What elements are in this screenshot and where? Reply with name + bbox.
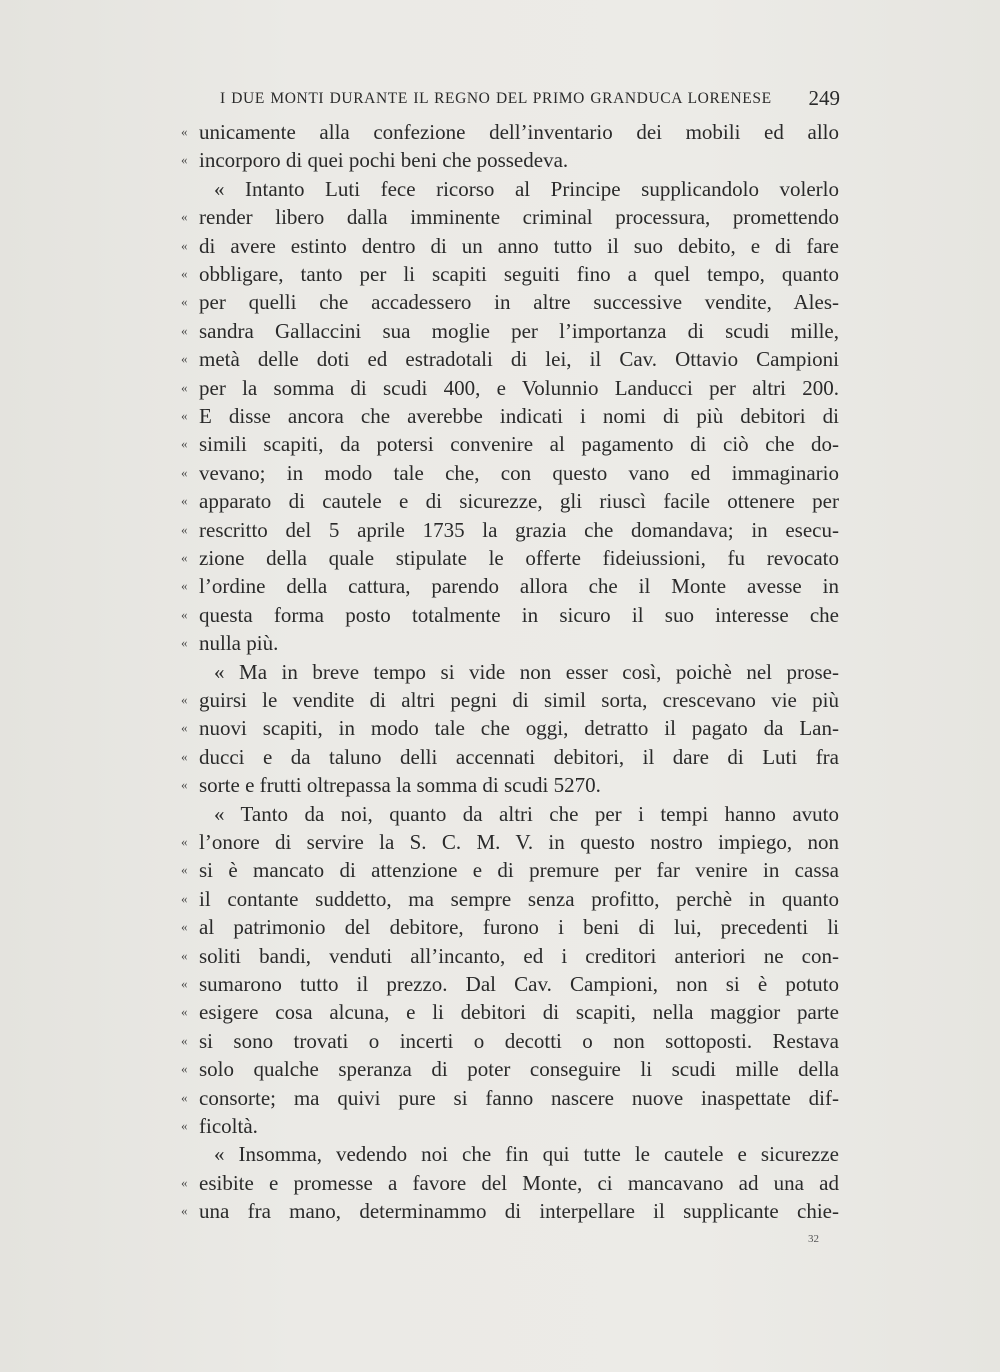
quote-mark: « xyxy=(181,976,188,991)
line-text: l’onore di servire la S. C. M. V. in questo nostro impiego, non xyxy=(199,830,839,854)
quote-mark: « xyxy=(181,777,188,793)
text-line xyxy=(0,942,1000,970)
text-line xyxy=(0,714,1000,742)
line-text: rescritto del 5 aprile 1735 la grazia che domandava; in esecu- xyxy=(199,517,839,542)
line-text: ficoltà. xyxy=(199,1114,258,1138)
text-line xyxy=(0,487,1000,515)
quote-mark: « xyxy=(181,1203,188,1219)
quote-mark: « xyxy=(181,1174,188,1190)
line-text: consorte; ma quivi pure si fanno nascere nuove inaspettate dif- xyxy=(199,1085,839,1110)
printer-signature-mark: 32 xyxy=(808,1233,819,1245)
line-text: simili scapiti, da potersi convenire al pagamento di ciò che do- xyxy=(199,432,839,457)
quote-mark: « xyxy=(181,379,188,395)
quote-mark: « xyxy=(181,521,188,537)
quote-mark: « xyxy=(181,124,188,139)
text-line xyxy=(0,459,1000,487)
quote-mark: « xyxy=(181,692,188,707)
quote-mark: « xyxy=(181,550,188,565)
line-text: una fra mano, determinammo di interpellare il supplicante chie- xyxy=(199,1199,839,1224)
quote-mark: « xyxy=(181,635,188,651)
line-text: per quelli che accadessero in altre successive vendite, Ales- xyxy=(199,290,839,315)
line-text: « Intanto Luti fece ricorso al Principe supplicandolo volerlo xyxy=(214,176,839,201)
text-line xyxy=(0,998,1000,1026)
quote-mark: « xyxy=(181,493,188,509)
line-text: esibite e promesse a favore del Monte, ci mancavano ad una ad xyxy=(199,1170,839,1195)
line-text: il contante suddetto, ma sempre senza profitto, perchè in quanto xyxy=(199,886,839,911)
line-text: solo qualche speranza di poter conseguire li scudi mille della xyxy=(199,1057,839,1082)
text-line xyxy=(0,686,1000,714)
text-line xyxy=(0,1169,1000,1197)
text-line xyxy=(0,856,1000,884)
quote-mark: « xyxy=(181,720,188,736)
line-text: incorporo di quei pochi beni che possedeva. xyxy=(199,148,569,173)
quote-mark: « xyxy=(181,351,188,367)
text-line xyxy=(0,175,1000,203)
running-header xyxy=(220,88,840,114)
text-line xyxy=(0,771,1000,799)
text-line xyxy=(0,544,1000,572)
quote-mark: « xyxy=(181,152,188,168)
line-text: soliti bandi, venduti all’incanto, ed i creditori anteriori ne con- xyxy=(199,943,839,968)
text-line xyxy=(0,203,1000,231)
quote-mark: « xyxy=(181,209,188,225)
quote-mark: « xyxy=(181,919,188,935)
text-line xyxy=(0,1112,1000,1140)
line-text: si sono trovati o incerti o decotti o non sottoposti. Restava xyxy=(199,1028,839,1053)
line-text: « Ma in breve tempo si vide non esser così, poichè nel prose- xyxy=(214,659,839,684)
quote-mark: « xyxy=(181,862,188,878)
text-line xyxy=(0,1140,1000,1168)
line-text: l’ordine della cattura, parendo allora che il Monte avesse in xyxy=(199,574,839,599)
line-text: obbligare, tanto per li scapiti seguiti fino a quel tempo, quanto xyxy=(199,262,839,286)
text-line xyxy=(0,601,1000,629)
quote-mark: « xyxy=(181,890,188,906)
line-text: « Tanto da noi, quanto da altri che per i tempi hanno avuto xyxy=(214,801,839,826)
text-line xyxy=(0,317,1000,345)
quote-mark: « xyxy=(181,464,188,480)
text-line xyxy=(0,1055,1000,1083)
text-line xyxy=(0,118,1000,146)
line-text: E disse ancora che averebbe indicati i nomi di più debitori di xyxy=(199,404,839,428)
line-text: sandra Gallaccini sua moglie per l’importanza di scudi mille, xyxy=(199,318,839,343)
text-line xyxy=(0,743,1000,771)
text-line xyxy=(0,260,1000,288)
text-line xyxy=(0,345,1000,373)
text-line xyxy=(0,913,1000,941)
line-text: esigere cosa alcuna, e li debitori di scapiti, nella maggior parte xyxy=(199,1000,839,1025)
page-number: 249 xyxy=(808,86,840,110)
line-text: « Insomma, vedendo noi che fin qui tutte le cautele e sicurezze xyxy=(214,1142,839,1167)
line-text: guirsi le vendite di altri pegni di simil sorta, crescevano vie più xyxy=(199,688,839,712)
quote-mark: « xyxy=(181,1061,188,1077)
line-text: nuovi scapiti, in modo tale che oggi, detratto il pagato da Lan- xyxy=(199,716,839,741)
text-line xyxy=(0,232,1000,260)
text-line xyxy=(0,629,1000,657)
line-text: sorte e frutti oltrepassa la somma di scudi 5270. xyxy=(199,773,601,798)
quote-mark: « xyxy=(181,578,188,594)
line-text: si è mancato di attenzione e di premure per far venire in cassa xyxy=(199,858,839,883)
quote-mark: « xyxy=(181,1118,188,1133)
running-title: I DUE MONTI DURANTE IL REGNO DEL PRIMO GRANDUCA LORENESE xyxy=(220,90,772,107)
text-line xyxy=(0,146,1000,174)
text-line xyxy=(0,970,1000,998)
quote-mark: « xyxy=(181,436,188,452)
quote-mark: « xyxy=(181,408,188,423)
text-line xyxy=(0,1084,1000,1112)
quote-mark: « xyxy=(181,606,188,622)
quote-mark: « xyxy=(181,748,188,764)
quote-mark: « xyxy=(181,834,188,849)
line-text: sumarono tutto il prezzo. Dal Cav. Campioni, non si è potuto xyxy=(199,972,839,996)
quote-mark: « xyxy=(181,322,188,338)
line-text: ducci e da taluno delli accennati debitori, il dare di Luti fra xyxy=(199,744,839,769)
quote-mark: « xyxy=(181,947,188,963)
quote-mark: « xyxy=(181,1004,188,1020)
line-text: per la somma di scudi 400, e Volunnio Landucci per altri 200. xyxy=(199,375,839,400)
text-line xyxy=(0,658,1000,686)
line-text: nulla più. xyxy=(199,631,279,656)
text-line xyxy=(0,1027,1000,1055)
text-line xyxy=(0,800,1000,828)
line-text: apparato di cautele e di sicurezze, gli riuscì facile ottenere per xyxy=(199,489,839,514)
text-line xyxy=(0,402,1000,430)
text-line xyxy=(0,430,1000,458)
line-text: metà delle doti ed estradotali di lei, il Cav. Ottavio Campioni xyxy=(199,347,839,372)
text-line xyxy=(0,828,1000,856)
line-text: al patrimonio del debitore, furono i beni di lui, precedenti li xyxy=(199,915,839,940)
text-line xyxy=(0,1197,1000,1225)
quote-mark: « xyxy=(181,266,188,281)
text-line xyxy=(0,374,1000,402)
line-text: unicamente alla confezione dell’inventario dei mobili ed allo xyxy=(199,120,839,144)
line-text: questa forma posto totalmente in sicuro il suo interesse che xyxy=(199,602,839,627)
text-line xyxy=(0,572,1000,600)
quote-mark: « xyxy=(181,294,188,310)
line-text: vevano; in modo tale che, con questo vano ed immaginario xyxy=(199,460,839,485)
quote-mark: « xyxy=(181,1089,188,1105)
line-text: di avere estinto dentro di un anno tutto il suo debito, e di fare xyxy=(199,233,839,258)
quote-mark: « xyxy=(181,237,188,253)
text-line xyxy=(0,516,1000,544)
quote-mark: « xyxy=(181,1032,188,1048)
line-text: zione della quale stipulate le offerte fideiussioni, fu revocato xyxy=(199,546,839,570)
text-line xyxy=(0,288,1000,316)
text-line xyxy=(0,885,1000,913)
line-text: render libero dalla imminente criminal processura, promettendo xyxy=(199,205,839,230)
